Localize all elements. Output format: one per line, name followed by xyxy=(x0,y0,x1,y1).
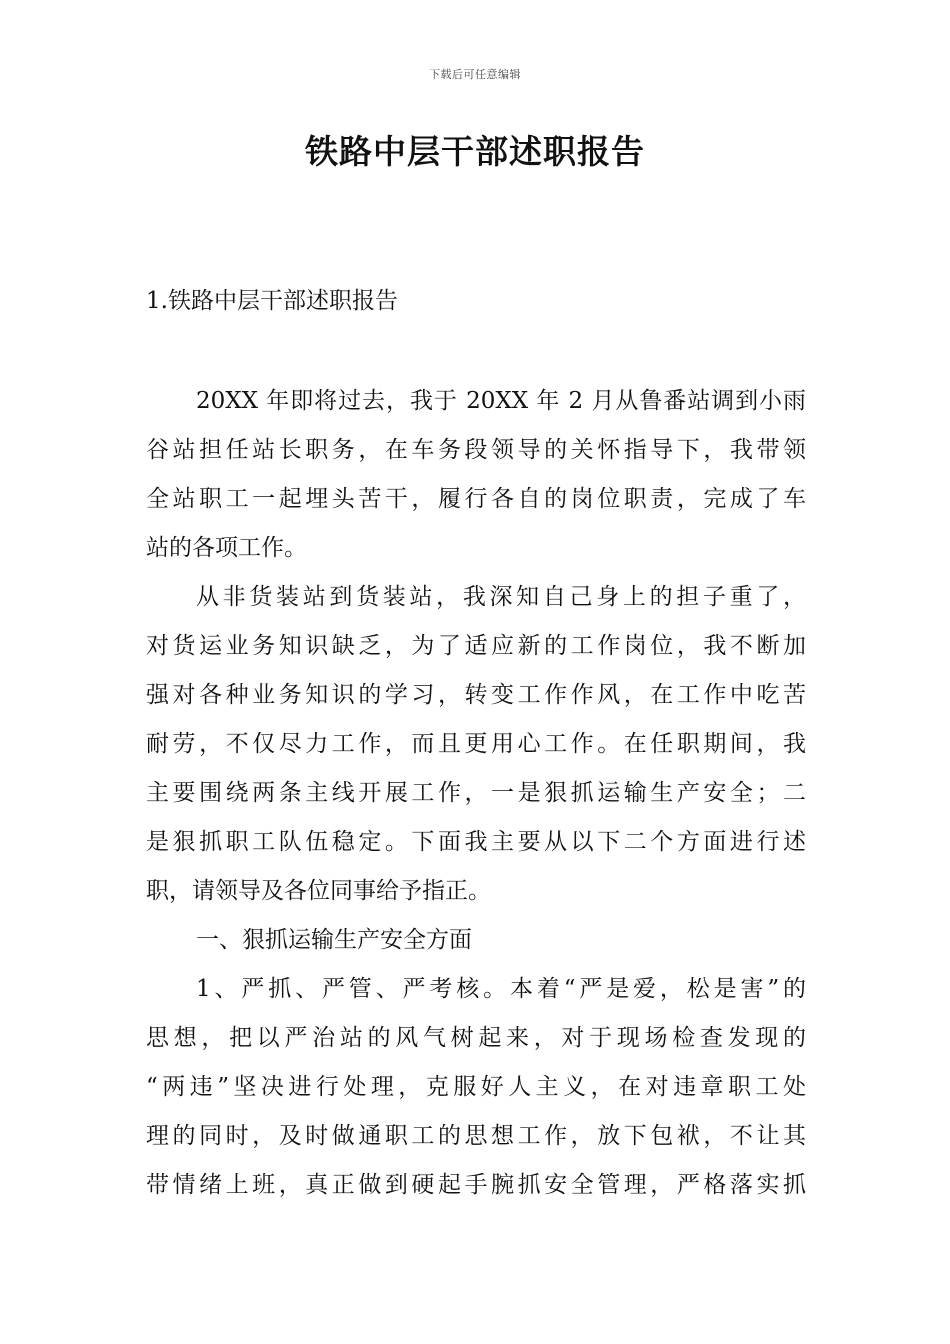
document-title: 铁路中层干部述职报告 xyxy=(305,132,645,171)
paragraph-line: 主要围绕两条主线开展工作，一是狠抓运输生产安全；二 xyxy=(146,780,806,806)
section-heading: 1.铁路中层干部述职报告 xyxy=(146,288,398,314)
paragraph-line: 带情绪上班，真正做到硬起手腕抓安全管理，严格落实抓 xyxy=(146,1172,806,1198)
paragraph-line: 对货运业务知识缺乏，为了适应新的工作岗位，我不断加 xyxy=(146,633,806,659)
paragraph-line: 从非货装站到货装站，我深知自己身上的担子重了， xyxy=(196,584,806,610)
paragraph-line: 耐劳，不仅尽力工作，而且更用心工作。在任职期间，我 xyxy=(146,731,806,757)
document-body xyxy=(146,377,806,1210)
paragraph-line: 思想，把以严治站的风气树起来，对于现场检查发现的 xyxy=(146,1025,806,1051)
paragraph-line: 职，请领导及各位同事给予指正。 xyxy=(146,878,491,904)
paragraph-line: 是狠抓职工队伍稳定。下面我主要从以下二个方面进行述 xyxy=(146,829,806,855)
subheading: 一、狠抓运输生产安全方面 xyxy=(196,927,472,953)
paragraph-line: 强对各种业务知识的学习，转变工作作风，在工作中吃苦 xyxy=(146,682,806,708)
paragraph-line: “两违”坚决进行处理，克服好人主义，在对违章职工处 xyxy=(146,1074,806,1100)
paragraph-line: 谷站担任站长职务，在车务段领导的关怀指导下，我带领 xyxy=(146,437,806,463)
paragraph-line: 理的同时，及时做通职工的思想工作，放下包袱，不让其 xyxy=(146,1123,806,1149)
paragraph-line: 1、严抓、严管、严考核。本着“严是爱，松是害”的 xyxy=(196,976,806,1002)
paragraph-line: 全站职工一起埋头苦干，履行各自的岗位职责，完成了车 xyxy=(146,486,806,512)
header-note: 下载后可任意编辑 xyxy=(429,68,521,81)
paragraph-line: 20XX 年即将过去，我于 20XX 年 2 月从鲁番站调到小雨 xyxy=(196,388,806,414)
paragraph-line: 站的各项工作。 xyxy=(146,535,307,561)
